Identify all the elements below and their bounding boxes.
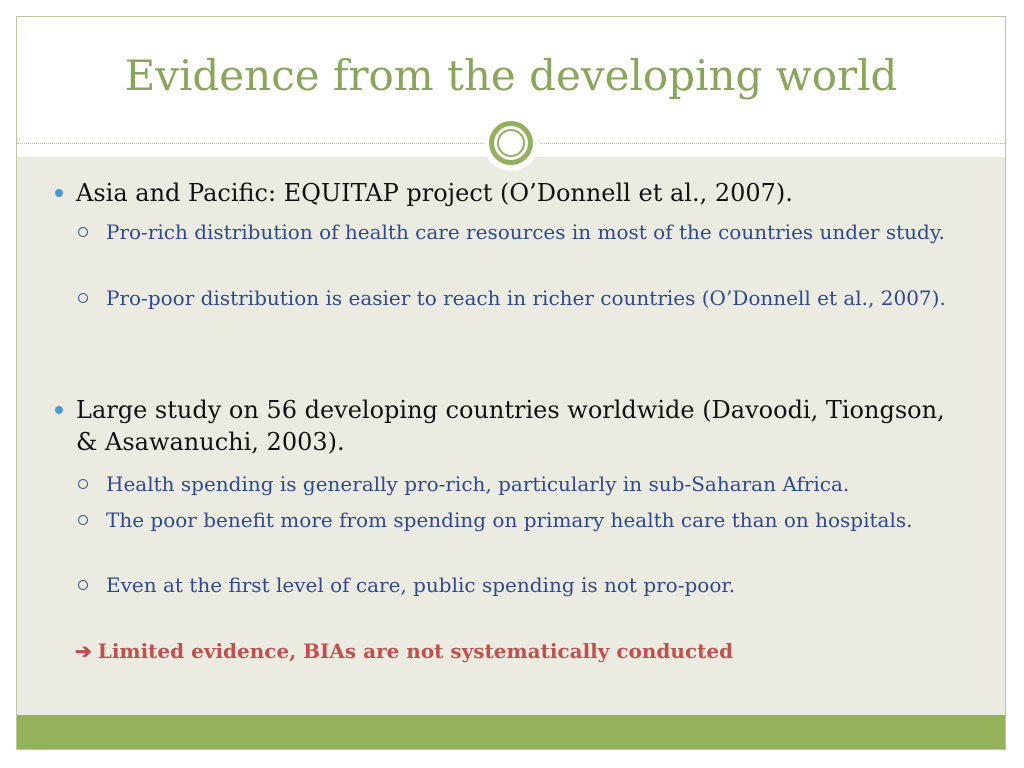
ring-bullet-icon <box>78 293 88 303</box>
ring-bullet-icon <box>78 580 88 590</box>
circle-ornament-icon <box>483 115 539 171</box>
sub-bullet-text: Even at the first level of care, public spending is not pro-poor. <box>106 573 736 597</box>
ring-bullet-icon <box>78 227 88 237</box>
ring-bullet-icon <box>78 479 88 489</box>
bullet-text: Large study on 56 developing countries worldwide (Davoodi, Tiongson, & Asawanuchi, 2003). <box>76 396 945 456</box>
slide-title: Evidence from the developing world <box>124 51 898 100</box>
slide <box>16 16 1006 750</box>
ring-bullet-icon <box>78 515 88 525</box>
arrow-right-icon: ➔ <box>75 639 92 663</box>
footer-bar <box>17 715 1005 750</box>
sub-bullet-text: Pro-rich distribution of health care resources in most of the countries under study. <box>106 220 945 244</box>
sub-bullet-text: Health spending is generally pro-rich, particularly in sub-Saharan Africa. <box>106 472 850 496</box>
bullet-dot-icon <box>55 406 63 414</box>
conclusion-text: Limited evidence, BIAs are not systematically conducted <box>97 639 734 663</box>
bullet-dot-icon <box>55 189 63 197</box>
conclusion-line <box>75 639 733 663</box>
sub-bullet-text: The poor benefit more from spending on primary health care than on hospitals. <box>106 508 913 532</box>
bullet-text: Asia and Pacific: EQUITAP project (O’Donnell et al., 2007). <box>76 179 793 207</box>
sub-bullet-text: Pro-poor distribution is easier to reach in richer countries (O’Donnell et al., 2007). <box>106 286 946 310</box>
